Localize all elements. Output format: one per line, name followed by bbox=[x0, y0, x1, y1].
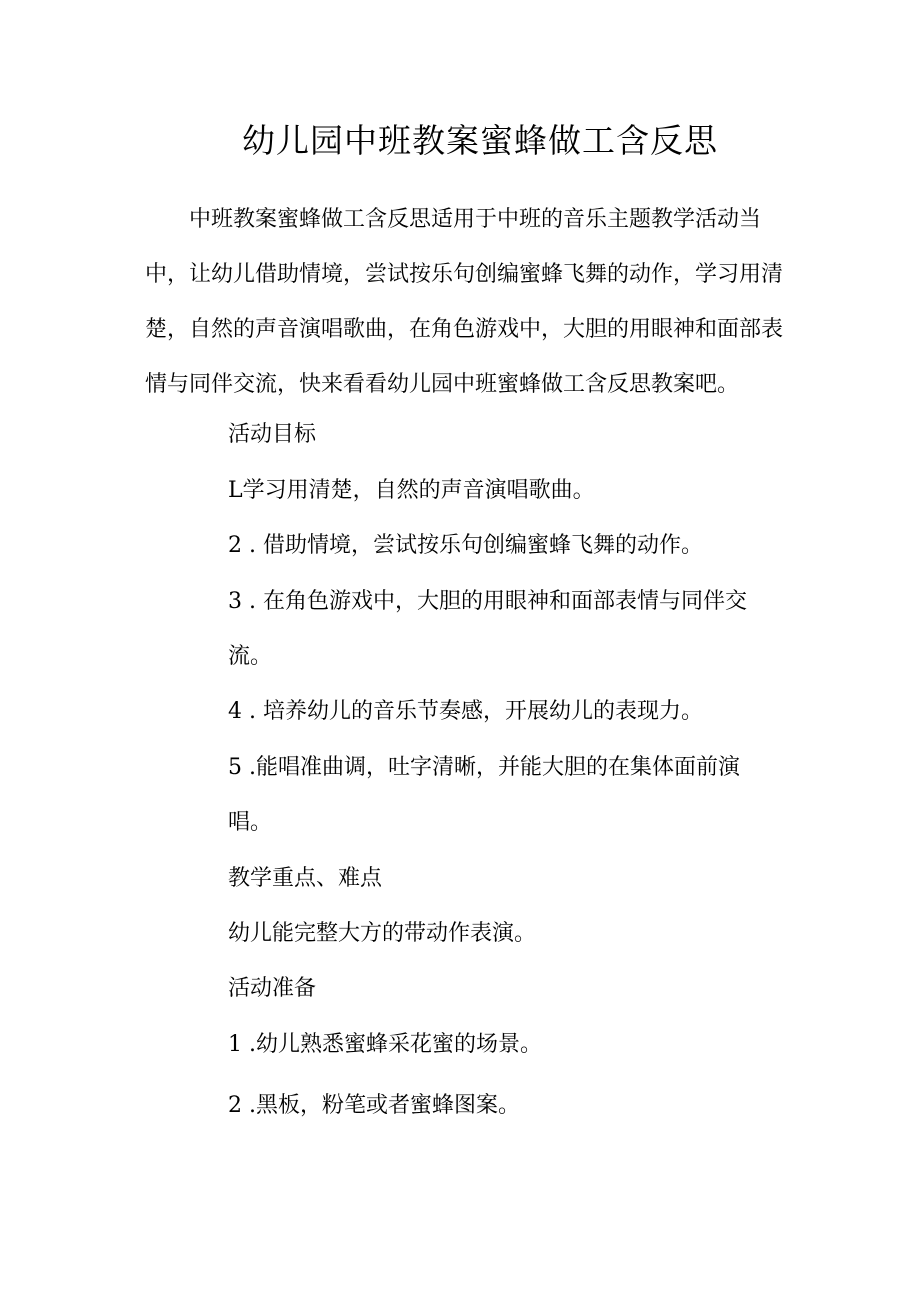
document-title: 幼儿园中班教案蜜蜂做工含反思 bbox=[242, 121, 718, 160]
key-points-heading: 教学重点、难点 bbox=[228, 866, 383, 891]
goal-item-continued: 流。 bbox=[228, 644, 273, 669]
goal-item: 2 . 借助情境，尝试按乐句创编蜜蜂飞舞的动作。 bbox=[228, 533, 703, 558]
goal-item-continued: 唱。 bbox=[228, 810, 273, 835]
goal-item: 5 .能唱准曲调，吐字清晰，并能大胆的在集体面前演 bbox=[228, 755, 740, 780]
prep-item: 2 .黑板，粉笔或者蜜蜂图案。 bbox=[228, 1093, 520, 1118]
intro-line: 情与同伴交流，快来看看幼儿园中班蜜蜂做工含反思教案吧。 bbox=[145, 372, 740, 397]
goal-item: L学习用清楚，自然的声音演唱歌曲。 bbox=[228, 478, 595, 503]
goal-item: 3 . 在角色游戏中，大胆的用眼神和面部表情与同伴交 bbox=[228, 589, 747, 614]
intro-line: 楚，自然的声音演唱歌曲，在角色游戏中，大胆的用眼神和面部表 bbox=[145, 317, 784, 342]
prep-heading: 活动准备 bbox=[228, 976, 317, 1001]
intro-line: 中班教案蜜蜂做工含反思适用于中班的音乐主题教学活动当 bbox=[189, 207, 762, 232]
intro-line: 中，让幼儿借助情境，尝试按乐句创编蜜蜂飞舞的动作，学习用清 bbox=[145, 262, 784, 287]
goals-heading: 活动目标 bbox=[228, 422, 317, 447]
goal-item: 4 . 培养幼儿的音乐节奏感，开展幼儿的表现力。 bbox=[228, 699, 703, 724]
prep-item: 1 .幼儿熟悉蜜蜂采花蜜的场景。 bbox=[228, 1032, 542, 1057]
key-points-text: 幼儿能完整大方的带动作表演。 bbox=[228, 921, 537, 946]
intro-paragraph bbox=[145, 192, 785, 412]
